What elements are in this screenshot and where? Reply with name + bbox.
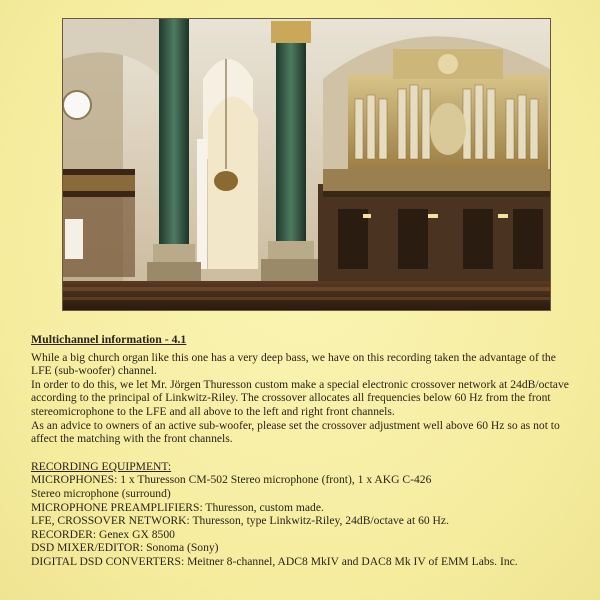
multichannel-paragraph-1: While a big church organ like this one has a very deep bass, we have on this recording taken the advantage of the LFE (sub-woofer) channel. [31,350,556,378]
equipment-line-recorder: RECORDER: Genex GX 8500 [31,527,175,541]
equipment-line-mixer: DSD MIXER/EDITOR: Sonoma (Sony) [31,541,219,555]
section-spacer [31,446,571,460]
equipment-line-converters: DIGITAL DSD CONVERTERS: Meitner 8-channel, ADC8 MkIV and DAC8 Mk IV of EMM Labs. Inc. [31,554,518,568]
text-block [31,333,571,569]
equipment-line-surround: Stereo microphone (surround) [31,486,171,500]
multichannel-heading: Multichannel information - 4.1 [31,332,187,346]
church-interior-illustration [63,19,550,310]
church-organ-photo [63,19,550,310]
equipment-heading: RECORDING EQUIPMENT: [31,459,172,473]
equipment-line-preamplifiers: MICROPHONE PREAMPLIFIERS: Thuresson, custom made. [31,500,324,514]
multichannel-paragraph-2: In order to do this, we let Mr. Jörgen Thuresson custom make a special electronic crossover network at 24dB/octave according to the principal of Linkwitz-Riley. The crossover allocates all frequencies below 60 Hz from the front stereomicrophone to the LFE and all above to the left and right front channels. [31,377,569,418]
multichannel-paragraph-3: As an advice to owners of an active sub-woofer, please set the crossover adjustment well above 60 Hz so as not to affect the matching with the front channels. [31,418,560,446]
equipment-line-microphones: MICROPHONES: 1 x Thuresson CM-502 Stereo microphone (front), 1 x AKG C-426 [31,473,432,487]
equipment-line-crossover: LFE, CROSSOVER NETWORK: Thuresson, type Linkwitz-Riley, 24dB/octave at 60 Hz. [31,514,449,528]
